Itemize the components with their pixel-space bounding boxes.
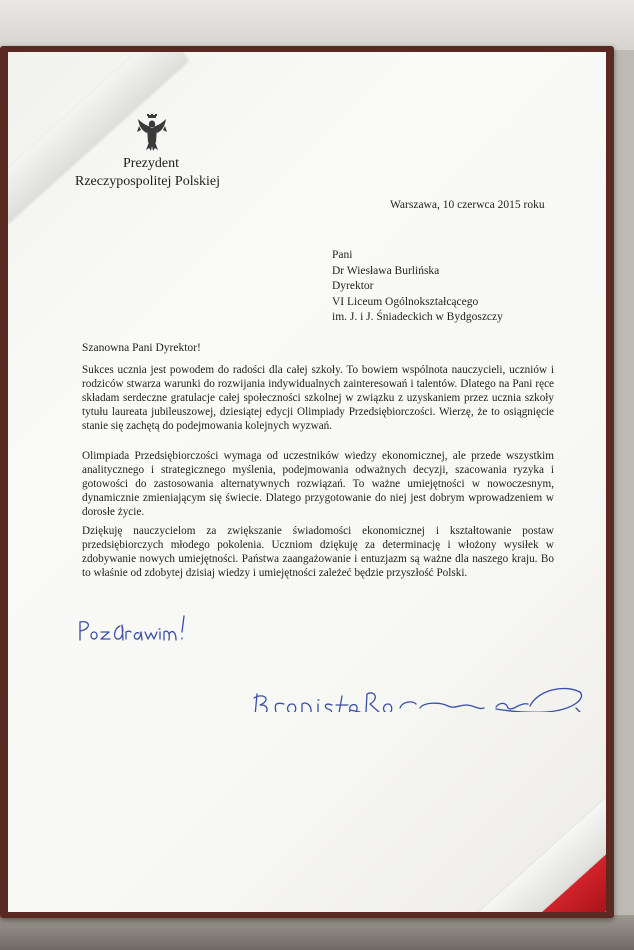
background-table xyxy=(0,915,634,950)
date-line: Warszawa, 10 czerwca 2015 roku xyxy=(390,199,545,211)
letter-page xyxy=(8,52,606,912)
body-paragraph: Olimpiada Przedsiębiorczości wymaga od uczestników wiedzy ekonomicznej, ale przede wszystkim analitycznego i strategicznego myślenia, podejmowania odważnych decyzji, szacowania ryzyka i gotowości do zastosowania alternatywnych rozwiązań. To ważne umiejętności w nowoczesnym, dynamicznie zmieniającym się świecie. Dlatego przygotowanie do niej jest dobrym wprowadzeniem w dorosłe życie. xyxy=(82,450,554,518)
handwritten-signature-block xyxy=(8,612,606,712)
recipient-name: Dr Wiesława Burlińska xyxy=(332,264,440,277)
letterhead-subtitle: Rzeczypospolitej Polskiej xyxy=(75,174,221,189)
salutation: Szanowna Pani Dyrektor! xyxy=(82,342,201,354)
white-eagle-emblem-icon xyxy=(136,114,168,152)
recipient-line: Pani xyxy=(332,249,353,261)
body-paragraph: Sukces ucznia jest powodem do radości dla całej szkoły. To bowiem wspólnota nauczycieli, uczniów i rodziców stwarza warunki do rozwijania indywidualnych zainteresowań i talentów. Dlatego na Pani ręce składam serdeczne gratulacje całej społeczności szkolnej w związku z uzyskaniem przez ucznia szkoły tytułu laureata jubileuszowej, dziesiątej edycji Olimpiady Przedsiębiorczości. Wierzę, że to osiągnięcie stanie się zachętą do podejmowania kolejnych wyzwań. xyxy=(82,364,554,432)
recipient-school-location: im. J. i J. Śniadeckich w Bydgoszczy xyxy=(332,311,503,323)
recipient-role: Dyrektor xyxy=(332,280,374,292)
body-paragraph: Dziękuję nauczycielom za zwiększanie świadomości ekonomicznej i kształtowanie postaw przedsiębiorczych młodego pokolenia. Uczniom dziękuję za determinację i włożony wysiłek w zdobywanie nowych umiejętności. Państwa zaangażowanie i entuzjazm są ważne dla naszego kraju. Bo to właśnie od zdobytej dzisiaj wiedzy i umiejętności zależeć będzie przyszłość Polski. xyxy=(82,525,554,579)
signature xyxy=(254,688,582,712)
background-wall xyxy=(0,0,634,50)
handwritten-closing xyxy=(80,616,184,640)
recipient-address xyxy=(332,248,503,326)
recipient-school: VI Liceum Ogólnokształcącego xyxy=(332,295,479,308)
letterhead-title: Prezydent xyxy=(123,156,179,171)
